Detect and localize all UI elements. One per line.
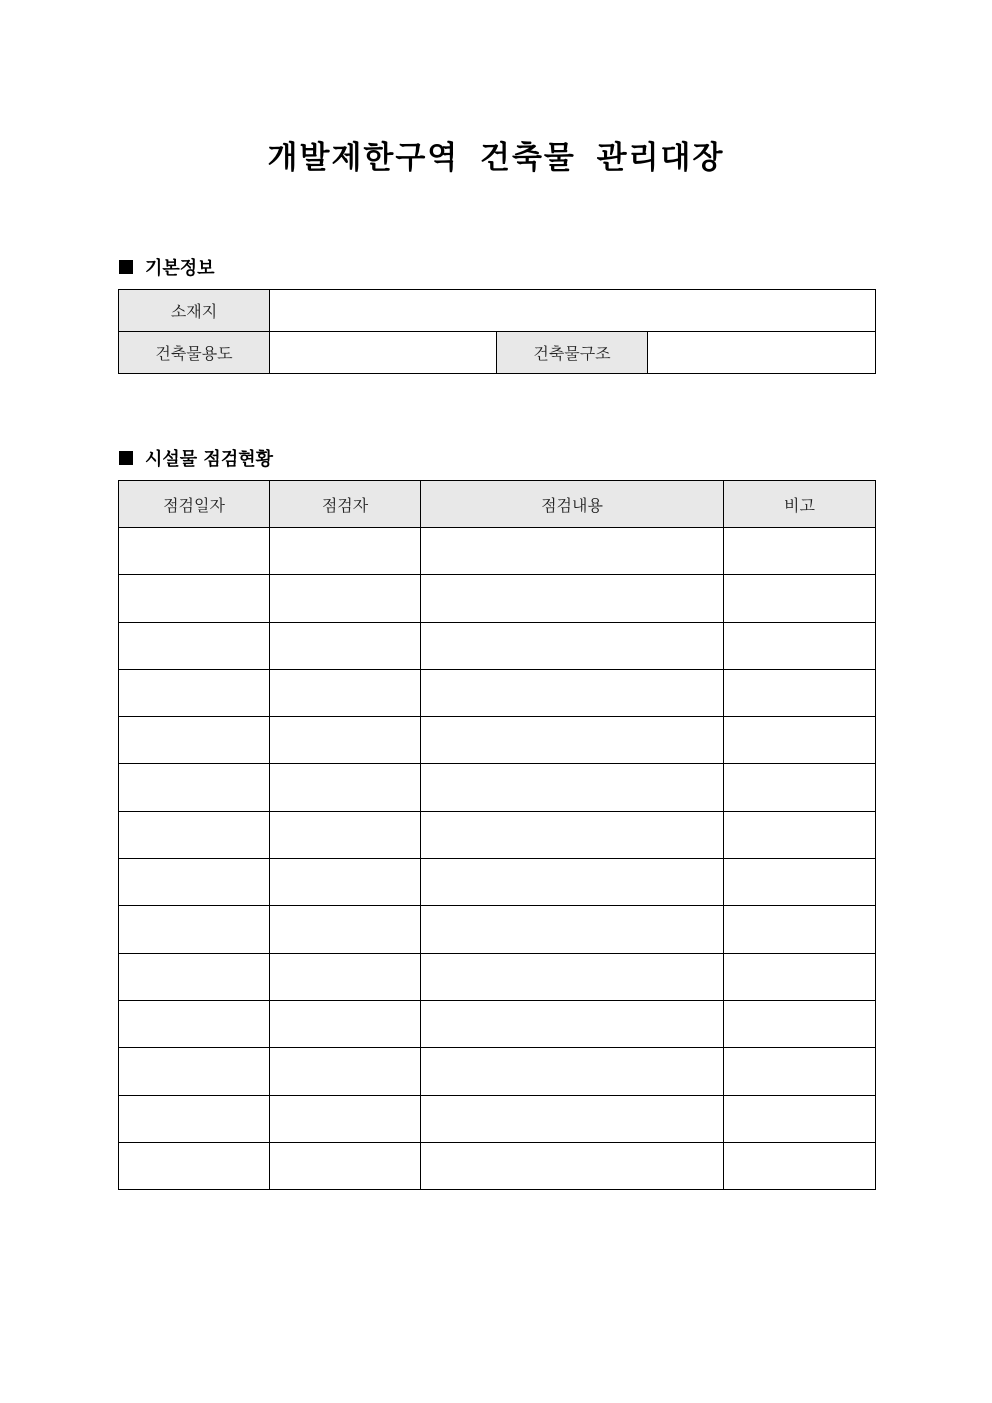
building-row: [119, 332, 876, 374]
inspection-date-cell[interactable]: [119, 575, 270, 622]
column-header-inspector: 점검자: [270, 481, 421, 528]
inspector-cell[interactable]: [270, 622, 421, 669]
building-use-label: 건축물용도: [119, 332, 270, 374]
inspection-details-cell[interactable]: [421, 859, 724, 906]
inspector-cell[interactable]: [270, 906, 421, 953]
table-row: [119, 859, 876, 906]
basic-info-table: [118, 289, 876, 374]
inspector-cell[interactable]: [270, 1142, 421, 1189]
table-row: [119, 764, 876, 811]
remarks-cell[interactable]: [724, 859, 876, 906]
inspection-date-cell[interactable]: [119, 669, 270, 716]
inspection-date-cell[interactable]: [119, 953, 270, 1000]
location-field[interactable]: [270, 290, 876, 332]
inspector-cell[interactable]: [270, 1000, 421, 1047]
table-row: [119, 622, 876, 669]
inspection-date-cell[interactable]: [119, 764, 270, 811]
inspection-heading-text: 시설물 점검현황: [145, 449, 273, 470]
inspection-date-cell[interactable]: [119, 1142, 270, 1189]
black-square-icon: [119, 260, 133, 274]
remarks-cell[interactable]: [724, 811, 876, 858]
table-row: [119, 953, 876, 1000]
inspection-details-cell[interactable]: [421, 1095, 724, 1142]
inspection-details-cell[interactable]: [421, 764, 724, 811]
remarks-cell[interactable]: [724, 1048, 876, 1095]
inspection-details-cell[interactable]: [421, 575, 724, 622]
remarks-cell[interactable]: [724, 669, 876, 716]
location-label: 소재지: [119, 290, 270, 332]
remarks-cell[interactable]: [724, 1000, 876, 1047]
inspection-details-cell[interactable]: [421, 1048, 724, 1095]
remarks-cell[interactable]: [724, 906, 876, 953]
inspection-details-cell[interactable]: [421, 669, 724, 716]
inspector-cell[interactable]: [270, 1095, 421, 1142]
inspection-details-cell[interactable]: [421, 953, 724, 1000]
inspector-cell[interactable]: [270, 811, 421, 858]
inspection-details-cell[interactable]: [421, 528, 724, 575]
inspector-cell[interactable]: [270, 953, 421, 1000]
building-structure-label: 건축물구조: [497, 332, 648, 374]
table-row: [119, 1000, 876, 1047]
inspection-table: [118, 480, 876, 1190]
building-use-field[interactable]: [270, 332, 497, 374]
table-row: [119, 811, 876, 858]
inspection-heading: [119, 445, 273, 471]
remarks-cell[interactable]: [724, 622, 876, 669]
building-structure-field[interactable]: [648, 332, 876, 374]
remarks-cell[interactable]: [724, 1142, 876, 1189]
document-title: 개발제한구역 건축물 관리대장: [267, 140, 725, 176]
column-header-remarks: 비고: [724, 481, 876, 528]
inspector-cell[interactable]: [270, 1048, 421, 1095]
inspection-details-cell[interactable]: [421, 811, 724, 858]
inspection-date-cell[interactable]: [119, 811, 270, 858]
inspection-date-cell[interactable]: [119, 859, 270, 906]
column-header-inspection-details: 점검내용: [421, 481, 724, 528]
remarks-cell[interactable]: [724, 575, 876, 622]
inspection-table-header: [119, 481, 876, 528]
basic-info-heading-text: 기본정보: [145, 258, 215, 279]
black-square-icon: [119, 451, 133, 465]
table-row: [119, 575, 876, 622]
inspector-cell[interactable]: [270, 859, 421, 906]
inspection-details-cell[interactable]: [421, 717, 724, 764]
inspector-cell[interactable]: [270, 717, 421, 764]
inspection-date-cell[interactable]: [119, 1095, 270, 1142]
inspector-cell[interactable]: [270, 669, 421, 716]
table-row: [119, 717, 876, 764]
inspection-details-cell[interactable]: [421, 906, 724, 953]
inspector-cell[interactable]: [270, 764, 421, 811]
remarks-cell[interactable]: [724, 953, 876, 1000]
remarks-cell[interactable]: [724, 764, 876, 811]
column-header-inspection-date: 점검일자: [119, 481, 270, 528]
table-row: [119, 906, 876, 953]
remarks-cell[interactable]: [724, 528, 876, 575]
inspection-details-cell[interactable]: [421, 622, 724, 669]
table-row: [119, 1142, 876, 1189]
remarks-cell[interactable]: [724, 1095, 876, 1142]
inspection-details-cell[interactable]: [421, 1142, 724, 1189]
basic-info-heading: [119, 254, 215, 280]
table-row: [119, 669, 876, 716]
inspection-date-cell[interactable]: [119, 906, 270, 953]
table-row: [119, 1048, 876, 1095]
inspector-cell[interactable]: [270, 528, 421, 575]
remarks-cell[interactable]: [724, 717, 876, 764]
inspection-date-cell[interactable]: [119, 528, 270, 575]
location-row: [119, 290, 876, 332]
inspection-date-cell[interactable]: [119, 1048, 270, 1095]
inspection-details-cell[interactable]: [421, 1000, 724, 1047]
inspection-date-cell[interactable]: [119, 622, 270, 669]
inspection-date-cell[interactable]: [119, 1000, 270, 1047]
inspection-date-cell[interactable]: [119, 717, 270, 764]
table-row: [119, 528, 876, 575]
table-row: [119, 1095, 876, 1142]
inspector-cell[interactable]: [270, 575, 421, 622]
